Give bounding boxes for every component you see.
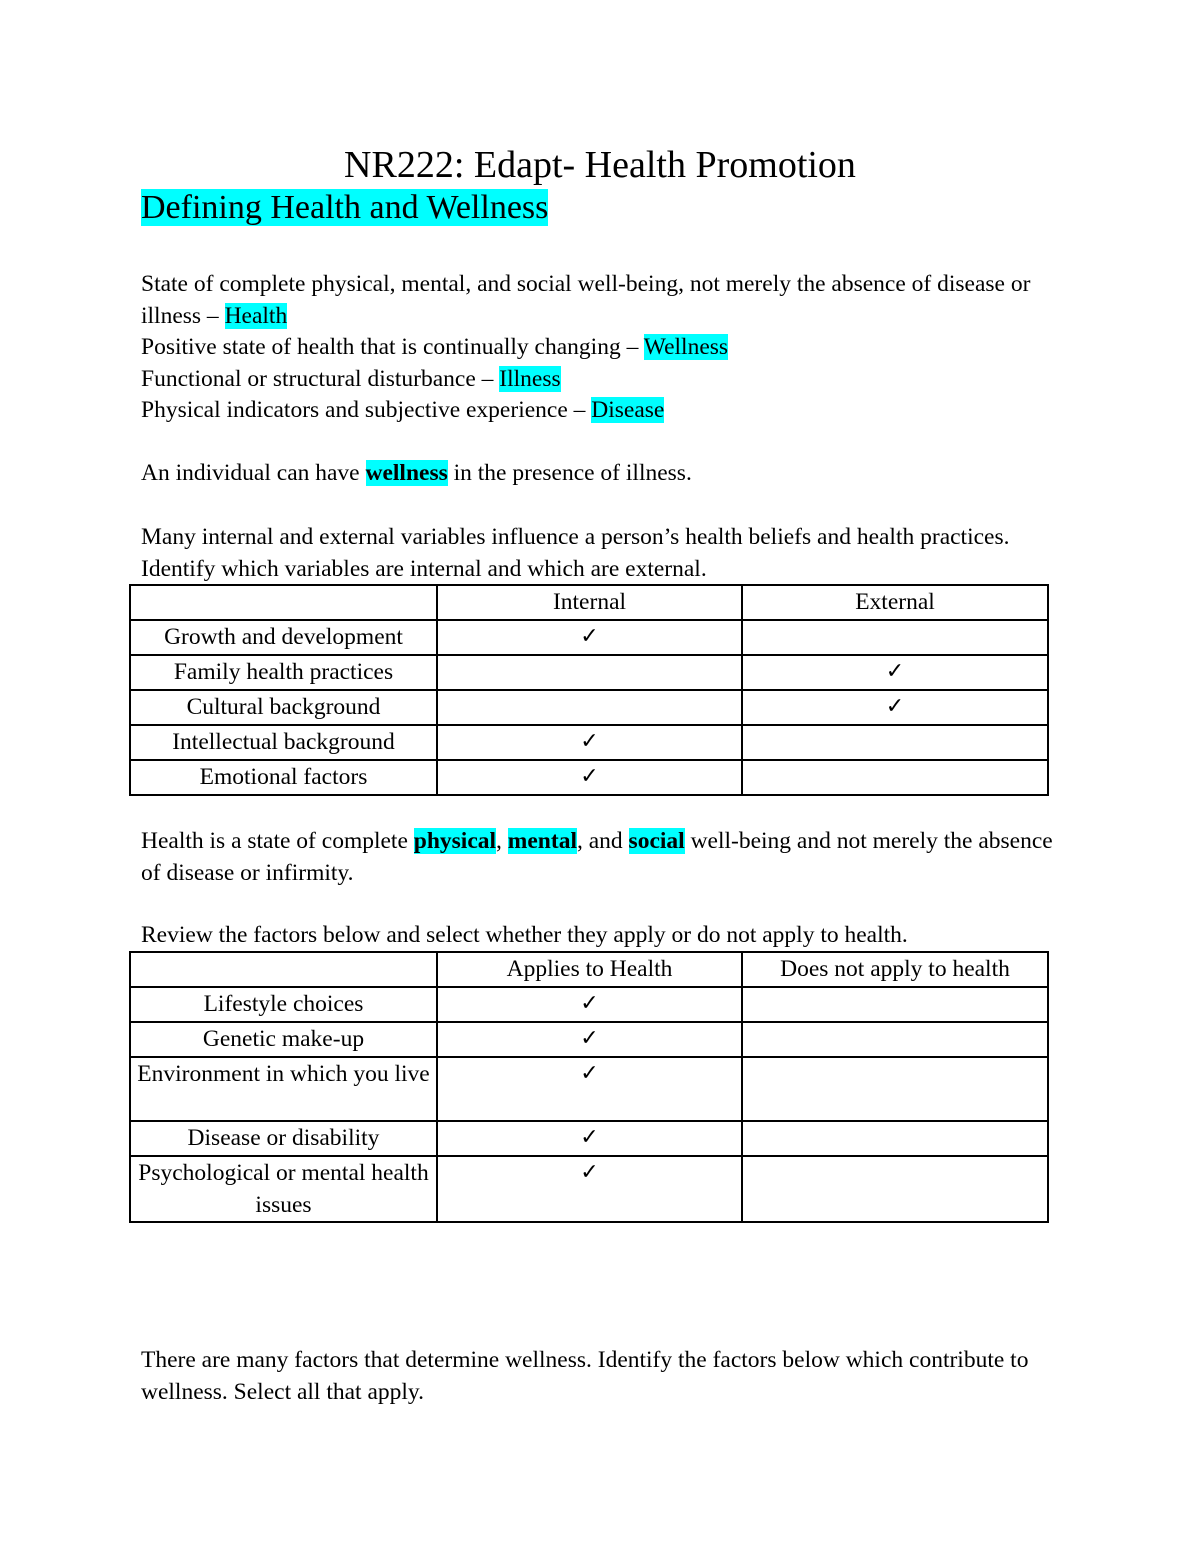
row-label: Psychological or mental health issues: [130, 1156, 437, 1222]
check-mark-cell[interactable]: ✓: [437, 1022, 742, 1057]
check-mark-cell[interactable]: ✓: [437, 760, 742, 795]
statement-text: , and: [576, 828, 629, 854]
statement-text: well-being and not merely the absence of disease or infirmity.: [141, 828, 1053, 886]
table-row: [130, 690, 1048, 725]
check-mark-cell[interactable]: [742, 620, 1048, 655]
wellness-factors-prompt-text: There are many factors that determine wellness. Identify the factors below which contribute to wellness. Select all that apply.: [141, 1347, 1029, 1405]
variables-table: [129, 584, 1049, 796]
definition-text: Physical indicators and subjective experience –: [141, 397, 592, 423]
header-cell: [130, 952, 437, 987]
statement-answer: physical: [413, 828, 497, 854]
check-mark-cell[interactable]: ✓: [742, 690, 1048, 725]
variables-prompt-text: Many internal and external variables influence a person’s health beliefs and health practices. Identify which variables are internal and which are external.: [141, 524, 1010, 582]
header-cell: [130, 585, 437, 620]
definition-illness: [141, 364, 1061, 396]
check-mark-cell[interactable]: ✓: [437, 1057, 742, 1121]
check-mark-cell[interactable]: [742, 1022, 1048, 1057]
check-mark-cell[interactable]: [742, 725, 1048, 760]
row-label: Family health practices: [130, 655, 437, 690]
check-mark-cell[interactable]: ✓: [437, 987, 742, 1022]
wellness-factors-prompt: [141, 1345, 1061, 1408]
definition-answer: Wellness: [643, 334, 729, 360]
wellness-statement: [141, 458, 1061, 490]
statement-text: in the presence of illness.: [447, 460, 692, 486]
header-cell: External: [742, 585, 1048, 620]
statement-text: Health is a state of complete: [141, 828, 414, 854]
check-mark-cell[interactable]: [742, 1156, 1048, 1222]
statement-text: An individual can have: [141, 460, 366, 486]
factors-table: [129, 951, 1049, 1223]
table-header-row: [130, 952, 1048, 987]
section-heading-text: Defining Health and Wellness: [141, 189, 549, 226]
statement-answer: mental: [507, 828, 577, 854]
check-mark-cell[interactable]: ✓: [437, 620, 742, 655]
definition-wellness: [141, 332, 1061, 364]
table-header-row: [130, 585, 1048, 620]
definition-disease: [141, 395, 1061, 427]
definition-health: [141, 269, 1061, 332]
row-label: Genetic make-up: [130, 1022, 437, 1057]
definition-answer: Illness: [499, 365, 561, 392]
row-label: Cultural background: [130, 690, 437, 725]
check-mark-cell[interactable]: [742, 987, 1048, 1022]
definition-answer: Health: [224, 302, 288, 329]
header-cell: Internal: [437, 585, 742, 620]
header-cell: Does not apply to health: [742, 952, 1048, 987]
check-mark-cell[interactable]: [742, 1057, 1048, 1121]
factors-prompt-text: Review the factors below and select whether they apply or do not apply to health.: [141, 922, 908, 948]
table-row: [130, 1022, 1048, 1057]
check-mark-cell[interactable]: ✓: [437, 725, 742, 760]
check-mark-cell[interactable]: [742, 760, 1048, 795]
table-row: [130, 1121, 1048, 1156]
section-heading: [141, 186, 548, 230]
table-row: [130, 725, 1048, 760]
health-statement: [141, 826, 1061, 889]
table-row: [130, 760, 1048, 795]
check-mark-cell[interactable]: ✓: [742, 655, 1048, 690]
definition-text: Functional or structural disturbance –: [141, 365, 500, 392]
row-label: Environment in which you live: [130, 1057, 437, 1121]
check-mark-cell[interactable]: ✓: [437, 1121, 742, 1156]
definition-answer: Disease: [591, 397, 665, 423]
statement-answer: wellness: [365, 460, 448, 486]
table-row: [130, 987, 1048, 1022]
factors-prompt: [141, 920, 1061, 952]
table-row: [130, 620, 1048, 655]
statement-text: ,: [496, 828, 508, 854]
table-row: [130, 655, 1048, 690]
check-mark-cell[interactable]: [437, 655, 742, 690]
row-label: Lifestyle choices: [130, 987, 437, 1022]
definitions-block: [141, 269, 1061, 427]
variables-prompt: [141, 522, 1061, 585]
row-label: Intellectual background: [130, 725, 437, 760]
row-label: Growth and development: [130, 620, 437, 655]
header-cell: Applies to Health: [437, 952, 742, 987]
definition-text: Positive state of health that is continually changing –: [141, 334, 644, 360]
check-mark-cell[interactable]: [437, 690, 742, 725]
row-label: Disease or disability: [130, 1121, 437, 1156]
check-mark-cell[interactable]: ✓: [437, 1156, 742, 1222]
page-title: NR222: Edapt- Health Promotion: [344, 144, 856, 186]
check-mark-cell[interactable]: [742, 1121, 1048, 1156]
table-row: [130, 1156, 1048, 1222]
table-row: [130, 1057, 1048, 1121]
statement-answer: social: [628, 828, 685, 854]
row-label: Emotional factors: [130, 760, 437, 795]
definition-text: State of complete physical, mental, and social well-being, not merely the absence of disease or illness –: [141, 271, 1031, 329]
